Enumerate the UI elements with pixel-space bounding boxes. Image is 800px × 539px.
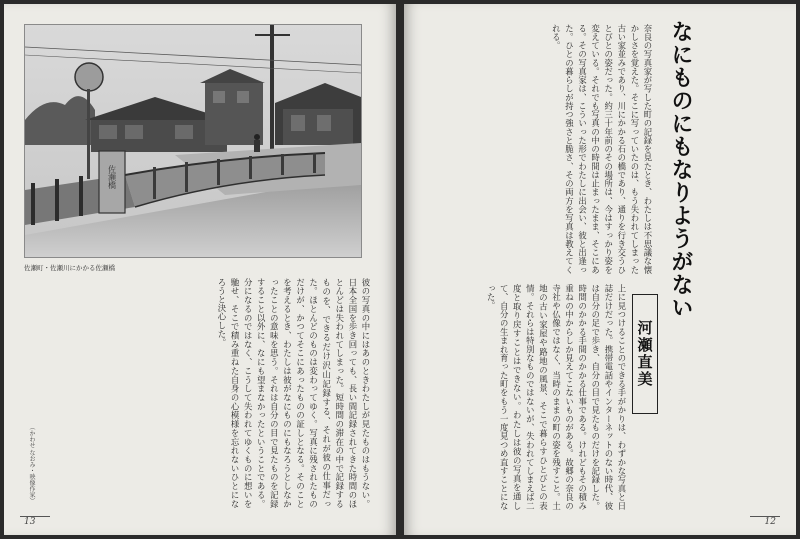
- left-lower-text: 彼の写真の中にはあのときわたしが見たものはもうない。日本全国を歩き回っても、長い間記録されてきた時間のほとんどは失われてしまった。短時間の滞在の中で記録するものを、できるだけ沢山記録する、それが彼の仕事だった。ほとんどのものは変わってゆく。写真に残されたものだけが、かつてそこにあったものの証しとなる。そのことを考えるとき、わたしは彼がなにものにもなろうとしなかったことの意味を思う。それは自分の目で見たものを記録すること以外に、なにも望まなかったということである。分になるのではなく、こうして失われてゆくものに想いを馳せ、そこで積み重ねた自身の心模様を忘れないひとになろうと決心した。: [216, 278, 371, 508]
- left-page: [4, 4, 396, 535]
- right-lower-text: 上に見つけることのできる手がかりは、わずかな写真と日誌だけだった。携帯電話やインターネットのない時代、彼は自分の足で歩き、自分の目で見たものだけを記録した。時間のかかる手間のかかる仕事である。けれどもその積み重ねの中からしか見えてこないものがある。故郷の奈良の寺社や仏像ではなく、当時のままの町の姿を残すこと。土地の古い家屋や路地の風景、そこで暮らすひとびとの表情。それらは特別なものではないが、失われてしまえば二度と取り戻すことはできない。わたしは彼の写真を通して、自分の生まれ育った町をもう一度見つめ直すことになった。: [486, 284, 627, 510]
- author-signature: （かわせ なおみ・映像作家）: [28, 424, 35, 504]
- photo-caption: 佐瀬町・佐瀬川にかかる佐瀬橋: [24, 264, 115, 272]
- page-number-right: 12: [764, 517, 776, 527]
- author-box: [632, 294, 658, 414]
- author-name: 河瀬直美: [635, 320, 654, 388]
- article-title: なにものにもなりようがない: [668, 20, 694, 319]
- right-page: [404, 4, 796, 535]
- bridge-photo: [24, 24, 362, 258]
- page-number-left: 13: [24, 517, 36, 527]
- pillar-inscription: 佐瀬橋: [107, 165, 117, 189]
- right-upper-text: 奈良の写真家が写した町の記録を見たとき、わたしは不思議な懐かしさを覚えた。そこに写っていたのは、もう失われてしまった古い家並みであり、川にかかる石の橋であり、通りを行き交うひとびとの姿だった。約三十年前のその場所は、今はすっかり姿を変えている。それでも写真の中の時間は止まったまま、そこにある。その写真家は、こういった形でわたしに出会い、彼と出逢った。ひとの暮らしが持つ強さと脆さ、その両方を写真は教えてくれる。: [551, 24, 653, 274]
- bridge-photo-image: [25, 25, 361, 257]
